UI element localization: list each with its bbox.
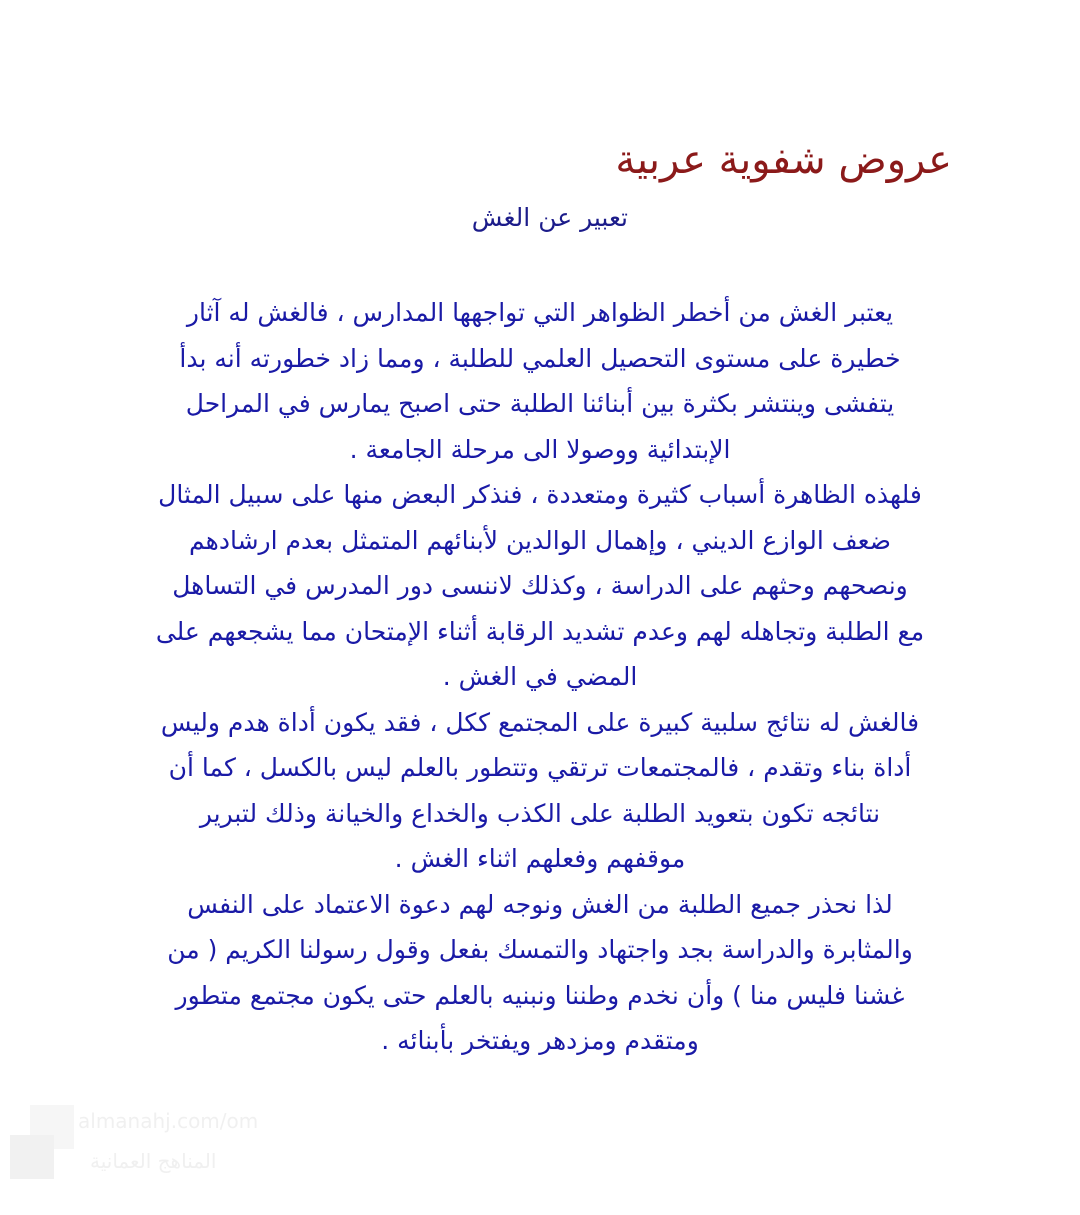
text-line: المضي في الغش . bbox=[442, 662, 638, 691]
text-line: يعتبر الغش من أخطر الظواهر التي تواجهها المدارس ، فالغش له آثار bbox=[186, 298, 894, 327]
text-line: يتفشى وينتشر بكثرة بين أبنائنا الطلبة حتى اصبح يمارس في المراحل bbox=[185, 389, 895, 418]
watermark-url: almanahj.com/om bbox=[78, 1109, 259, 1133]
text-line: غشنا فليس منا ) وأن نخدم وطننا ونبنيه بالعلم حتى يكون مجتمع متطور bbox=[175, 980, 905, 1010]
paragraph-causes bbox=[125, 472, 955, 700]
paragraph-effects bbox=[125, 700, 955, 882]
watermark-name: المناهج العمانية bbox=[90, 1149, 217, 1173]
watermark bbox=[10, 1105, 260, 1195]
text-line: الإبتدائية ووصولا الى مرحلة الجامعة . bbox=[349, 434, 731, 464]
text-line: فالغش له نتائج سلبية كبيرة على المجتمع ككل ، فقد يكون أداة هدم وليس bbox=[160, 707, 920, 737]
text-line: ضعف الوازع الديني ، وإهمال الوالدين لأبنائهم المتمثل بعدم ارشادهم bbox=[189, 525, 891, 555]
text-line: أداة بناء وتقدم ، فالمجتمعات ترتقي وتتطور بالعلم ليس بالكسل ، كما أن bbox=[168, 753, 912, 782]
page-subtitle: تعبير عن الغش bbox=[471, 203, 628, 232]
text-line: نتائجه تكون بتعويد الطلبة على الكذب والخداع والخيانة وذلك لتبرير bbox=[199, 798, 881, 828]
essay-body bbox=[125, 290, 955, 1064]
text-line: موقفهم وفعلهم اثناء الغش . bbox=[394, 844, 686, 873]
text-line: لذا نحذر جميع الطلبة من الغش ونوجه لهم دعوة الاعتماد على النفس bbox=[187, 889, 893, 919]
text-line: خطيرة على مستوى التحصيل العلمي للطلبة ، ومما زاد خطورته أنه بدأ bbox=[179, 343, 901, 373]
paragraph-intro bbox=[125, 290, 955, 472]
text-line: فلهذه الظاهرة أسباب كثيرة ومتعددة ، فنذكر البعض منها على سبيل المثال bbox=[158, 480, 922, 509]
text-line: مع الطلبة وتجاهله لهم وعدم تشديد الرقابة أثناء الإمتحان مما يشجعهم على bbox=[155, 616, 925, 646]
paragraph-conclusion bbox=[125, 882, 955, 1064]
text-line: ومتقدم ومزدهر ويفتخر بأبنائه . bbox=[381, 1026, 699, 1055]
watermark-logo-shadow-icon bbox=[10, 1135, 54, 1179]
page-title: عروض شفوية عربية bbox=[615, 137, 952, 183]
text-line: ونصحهم وحثهم على الدراسة ، وكذلك لاننسى دور المدرس في التساهل bbox=[172, 571, 908, 600]
text-line: والمثابرة والدراسة بجد واجتهاد والتمسك بفعل وقول رسولنا الكريم ( من bbox=[167, 935, 913, 964]
